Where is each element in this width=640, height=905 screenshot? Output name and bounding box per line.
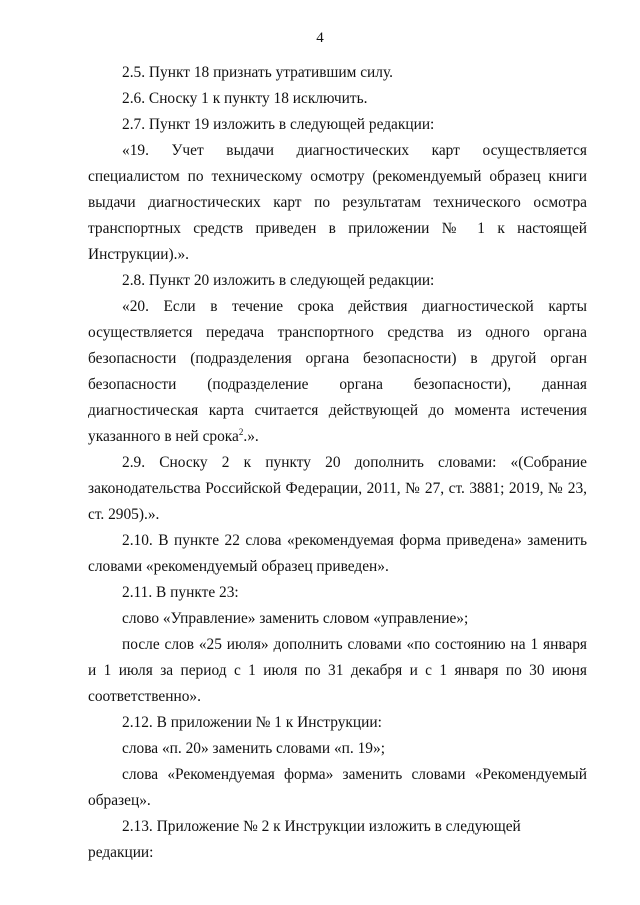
paragraph-2-11: 2.11. В пункте 23: bbox=[122, 584, 239, 601]
paragraph-2-5: 2.5. Пункт 18 признать утратившим силу. bbox=[122, 64, 393, 81]
paragraph-20-body: «20. Если в течение срока действия диагностической карты осуществляется передача транспортного средства из одного органа безопасности (подразделения органа безопасности) в другой орган безопасности (подразделение органа безопасности), данная диагностическая карта считается действующей до момента истечения указанного в ней срока bbox=[88, 298, 587, 445]
paragraph-2-8: 2.8. Пункт 20 изложить в следующей редакции: bbox=[122, 272, 435, 289]
paragraph-2-10: 2.10. В пункте 22 слова «рекомендуемая форма приведена» заменить словами «рекомендуемый образец приведен». bbox=[88, 532, 587, 575]
paragraph-2-12-item-2: слова «Рекомендуемая форма» заменить словами «Рекомендуемый образец». bbox=[88, 766, 587, 809]
document-body bbox=[88, 60, 587, 866]
paragraph-2-12: 2.12. В приложении № 1 к Инструкции: bbox=[122, 714, 382, 731]
paragraph-20-end: .». bbox=[243, 428, 259, 445]
paragraph-2-11-item-2: после слов «25 июля» дополнить словами «по состоянию на 1 января и 1 июля за период с 1 июля по 31 декабря и с 1 января по 30 июня соответственно». bbox=[88, 636, 587, 705]
paragraph-2-9: 2.9. Сноску 2 к пункту 20 дополнить словами: «(Собрание законодательства Российской Федерации, 2011, № 27, ст. 3881; 2019, № 23, ст. 2905).». bbox=[88, 454, 587, 523]
paragraph-2-13: 2.13. Приложение № 2 к Инструкции изложить в следующей редакции: bbox=[88, 818, 521, 861]
paragraph-20-text bbox=[88, 294, 587, 450]
paragraph-2-6: 2.6. Сноску 1 к пункту 18 исключить. bbox=[122, 90, 368, 107]
footnote-marker: 2 bbox=[238, 426, 244, 437]
paragraph-19-text: «19. Учет выдачи диагностических карт осуществляется специалистом по техническому осмотру (рекомендуемый образец книги выдачи диагностических карт по результатам технического осмотра транспортных средств приведен в приложении № 1 к настоящей Инструкции).». bbox=[88, 142, 587, 263]
page-number: 4 bbox=[316, 30, 324, 46]
paragraph-2-12-item-1: слова «п. 20» заменить словами «п. 19»; bbox=[122, 740, 385, 757]
paragraph-2-7: 2.7. Пункт 19 изложить в следующей редакции: bbox=[122, 116, 435, 133]
paragraph-2-11-item-1: слово «Управление» заменить словом «управление»; bbox=[122, 610, 469, 627]
